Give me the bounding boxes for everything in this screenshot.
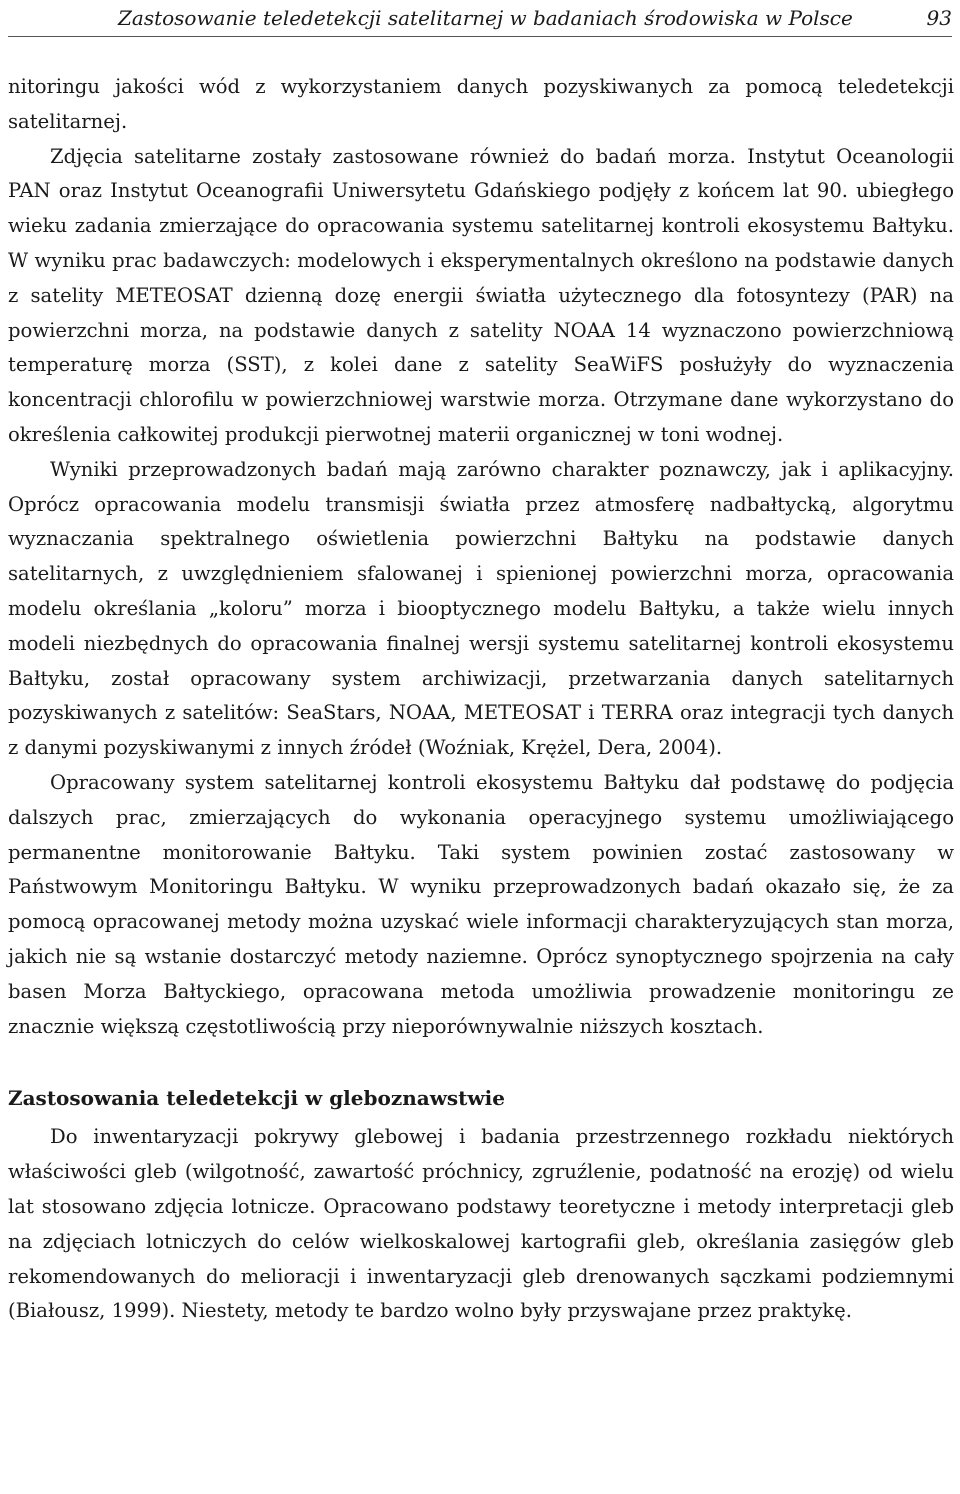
section-heading: Zastosowania teledetekcji w gleboznawstwie	[8, 1086, 505, 1111]
body-text	[8, 70, 954, 1329]
paragraph: Wyniki przeprowadzonych badań mają zarówno charakter poznawczy, jak i aplikacyjny. Oprócz opracowania modelu transmisji światła przez atmosferę nadbałtycką, algorytmu wyznaczania spektralnego oświetlenia powierzchni Bałtyku na podstawie danych satelitarnych, z uwzględnieniem sfalowanej i spienionej powierzchni morza, opracowania modelu określania „koloru” morza i biooptycznego modelu Bałtyku, a także wielu innych modeli niezbędnych do opracowania finalnej wersji systemu satelitarnej kontroli ekosystemu Bałtyku, został opracowany system archiwizacji, przetwarzania danych satelitarnych pozyskiwanych z satelitów: SeaStars, NOAA, METEOSAT i TERRA oraz integracji tych danych z danymi pozyskiwanymi z innych źródeł (Woźniak, Krężel, Dera, 2004).	[8, 457, 954, 760]
paragraph: Do inwentaryzacji pokrywy glebowej i badania przestrzennego rozkładu niektórych właściwości gleb (wilgotność, zawartość próchnicy, zgruźlenie, podatność na erozję) od wielu lat stosowano zdjęcia lotnicze. Opracowano podstawy teoretyczne i metody interpretacji gleb na zdjęciach lotniczych do celów wielkoskalowej kartografii gleb, określania zasięgów gleb rekomendowanych do melioracji i inwentaryzacji gleb drenowanych sączkami podziemnymi (Białousz, 1999). Niestety, metody te bardzo wolno były przyswajane przez praktykę.	[8, 1125, 954, 1323]
running-head-title: Zastosowanie teledetekcji satelitarnej w badaniach środowiska w Polsce	[118, 6, 853, 30]
paragraph: nitoringu jakości wód z wykorzystaniem danych pozyskiwanych za pomocą teledetekcji satelitarnej.	[8, 75, 954, 133]
paragraph: Zdjęcia satelitarne zostały zastosowane również do badań morza. Instytut Oceanologii PAN oraz Instytut Oceanografii Uniwersytetu Gdańskiego podjęły z końcem lat 90. ubiegłego wieku zadania zmierzające do opracowania systemu satelitarnej kontroli ekosystemu Bałtyku. W wyniku prac badawczych: modelowych i eksperymentalnych określono na podstawie danych z satelity METEOSAT dzienną dozę energii światła użytecznego dla fotosyntezy (PAR) na powierzchni morza, na podstawie danych z satelity NOAA 14 wyznaczono powierzchniową temperaturę morza (SST), z kolei dane z satelity SeaWiFS posłużyły do wyznaczenia koncentracji chlorofilu w powierzchniowej warstwie morza. Otrzymane dane wykorzystano do określenia całkowitej produkcji pierwotnej materii organicznej w toni wodnej.	[8, 144, 954, 446]
running-header	[8, 0, 952, 37]
page-number: 93	[926, 6, 952, 30]
paragraph: Opracowany system satelitarnej kontroli ekosystemu Bałtyku dał podstawę do podjęcia dalszych prac, zmierzających do wykonania operacyjnego systemu umożliwiającego permanentne monitorowanie Bałtyku. Taki system powinien zostać zastosowany w Państwowym Monitoringu Bałtyku. W wyniku przeprowadzonych badań okazało się, że za pomocą opracowanej metody można uzyskać wiele informacji charakteryzujących stan morza, jakich nie są wstanie dostarczyć metody naziemne. Oprócz synoptycznego spojrzenia na cały basen Morza Bałtyckiego, opracowana metoda umożliwia prowadzenie monitoringu ze znacznie większą częstotliwością przy nieporównywalnie niższych kosztach.	[8, 770, 954, 1038]
